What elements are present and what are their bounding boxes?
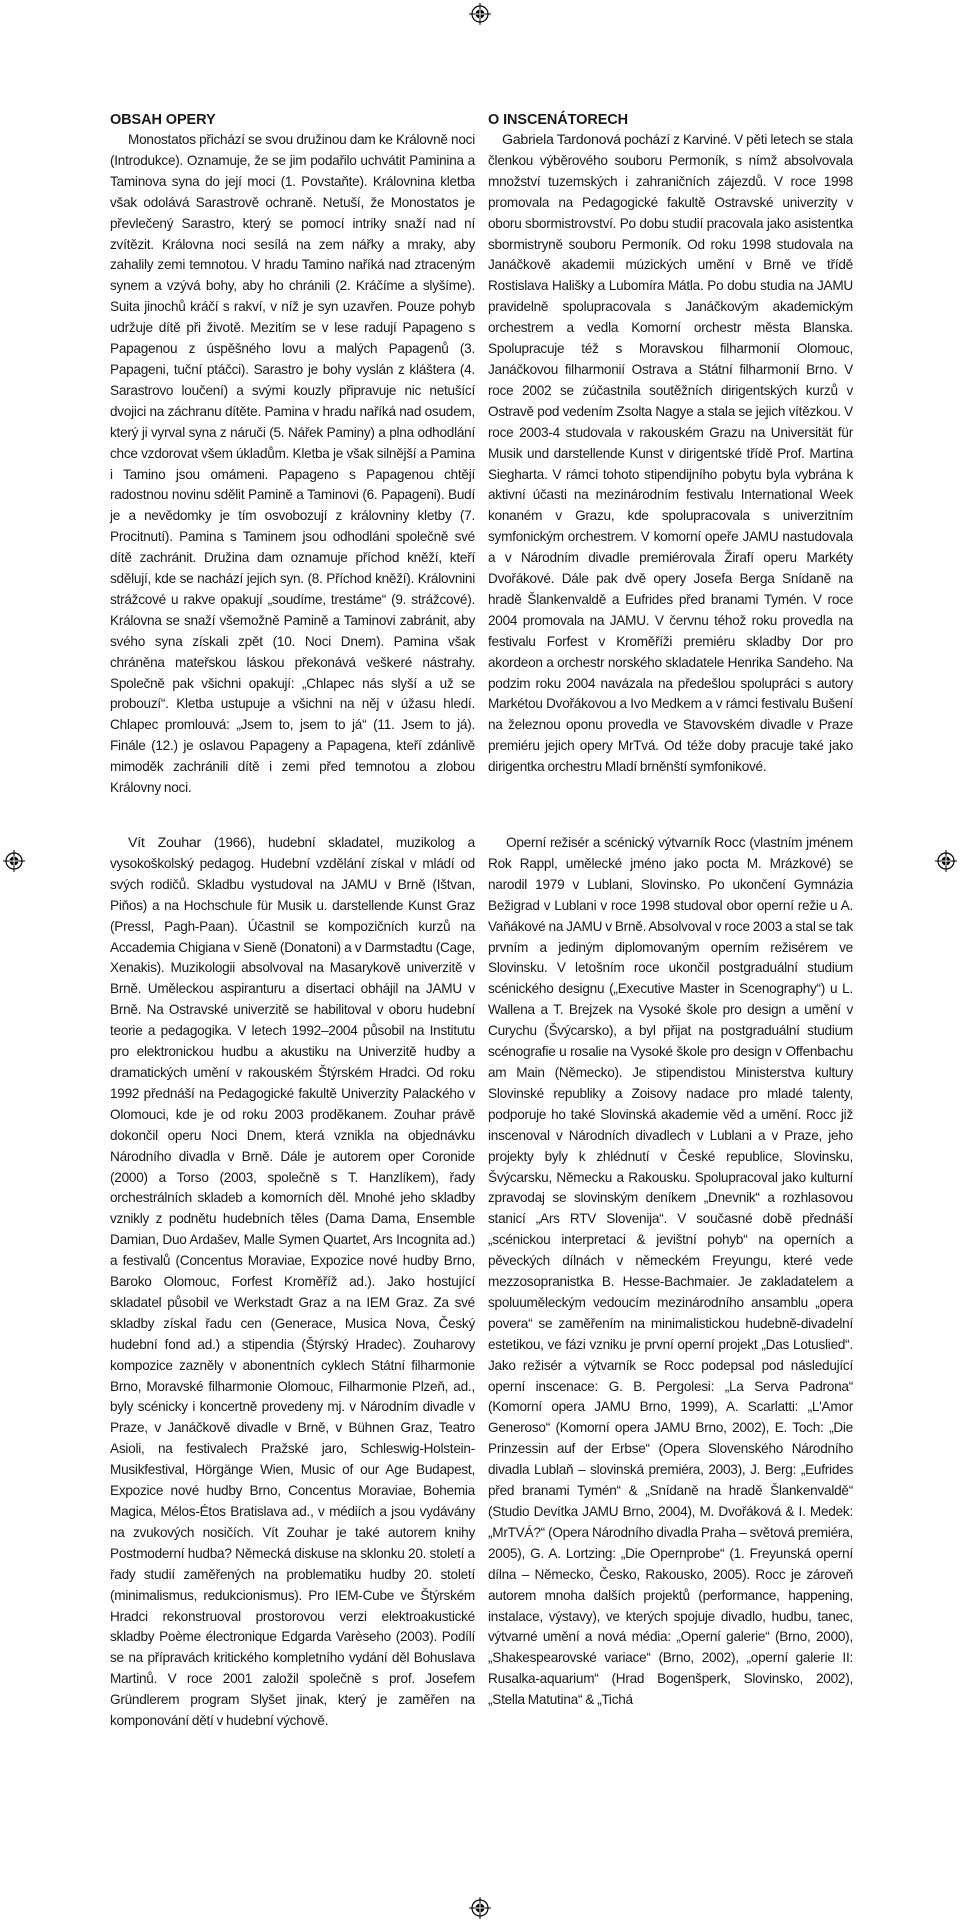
registration-mark-icon xyxy=(3,850,25,872)
registration-mark-icon xyxy=(469,1897,491,1919)
tardonova-bio-text: pochází z Karviné. V pěti letech se stala členkou výběrového souboru Permoník, s nímž absolvovala množství tuzemských i zahraničních zájezdů. V roce 1998 promovala na Pedagogické fakultě Ostravské univerzity v oboru sbormistrovství. Po dobu studií pracovala jako asistentka sbormistryně souboru Permoník. Od roku 1998 studovala na Janáčkově akademii múzických umění v Brně ve třídě Rostislava Hališky a Lubomíra Mátla. Po dobu studia na JAMU pravidelně spolupracovala s Janáčkovým akademickým orchestrem a vedla Komorní orchestr města Blanska. Spolupracuje též s Moravskou filharmonií Olomouc, Janáčkovou filharmonií Ostrava a Státní filharmonií Brno. V roce 2002 se zúčastnila soutěžních dirigentských kurzů v Ostravě pod vedením Zsolta Nagye a stala se jejich vítězkou. V roce 2003-4 studovala v rakouském Grazu na Universität für Musik und darstellende Kunst v dirigentské třídě Prof. Martina Siegharta. V rámci tohoto stipendijního pobytu byla vybrána k aktivní účasti na mezinárodním festivalu International Week konaném v Grazu, kde spolupracovala s univerzitním symfonickým orchestrem. V komorní opeře JAMU nastudovala a v Národním divadle premiérovala Žirafí operu Markéty Dvořákové. Dále pak dvě opery Josefa Berga Snídaně na hradě Šlankenvaldě a Eufrides před branami Tymén. V roce 2004 promovala na JAMU. V červnu téhož roku provedla na festivalu Forfest v Kroměříži premiéru skladby Dor pro akordeon a orchestr norského skladatele Henrika Sandeho. Na podzim roku 2004 navázala na předešlou spolupráci s autory Markétou Dvořákovou a Ivo Medkem a v rámci festivalu Bušení na železnou oponu provedla ve Stavovském divadle v Praze premiéru jejich opery MrTvá. Od téže doby pracuje také jako dirigentka orchestru Mladí brněnští symfonikové. xyxy=(488,132,853,775)
opera-synopsis-section xyxy=(110,111,475,799)
tardonova-bio xyxy=(488,130,853,778)
zouhar-bio xyxy=(110,833,475,1732)
rocc-bio-lead: Operní režisér a scénický výtvarník xyxy=(506,835,715,850)
opera-synopsis-text: Monostatos přichází se svou družinou dam ke Královně noci (Introdukce). Oznamuje, že se jim podařilo uchvátit Paminina a Taminova syna do její moci (1. Povstaňte). Královnina kletba však odolává Sarastrově ochraně. Netuší, že Monostatos je převlečený Sarastro, který se pomocí intriky snaží nad ní zvítězit. Královna noci sesílá na zem nářky a mraky, aby zahalily zemi temnotou. V hradu Tamino naříká nad ztraceným synem a vzývá bohy, aby ho chránili (2. Kráčíme a slyšíme). Suita jinochů kráčí s rakví, v níž je syn uzavřen. Pouze pohyb udržuje dítě při životě. Mezitím se v lese radují Papageno s Papagenou z úspěšného lovu a malých Papagenů (3. Papageni, tuční ptáčci). Sarastro je bohy vyslán z kláštera (4. Sarastrovo loučení) a svými kouzly připravuje nic netušící dvojici na záchranu dítěte. Pamina v hradu naříká nad osudem, který ji vyrval syna z náruči (5. Nářek Paminy) a plna odhodlání chce vzdorovat všem úkladům. Kletba je však silnější a Pamina i Tamino jsou omámeni. Papageno s Papagenou chtějí radostnou novinu sdělit Pamině a Taminovi (6. Papageni). Budí je a nevědomky je tím osvobozují z královniny kletby (7. Procitnutí). Pamina s Taminem jsou odhodláni společně své dítě zachránit. Družina dam oznamuje příchod kněží, kteří sdělují, kde se nachází jejich syn. (8. Příchod kněží). Královnini strážcové u rakve opakují „soudíme, trestáme“ (9. strážcové). Královna se snaží všemožně Pamině a Taminovi zabránit, aby svého syna získali zpět (10. Noci Dnem). Pamina však chráněna mateřskou láskou překonává veškeré nástrahy. Společně pak všichni opakují: „Chlapec nás slyší a už se probouzí“. Kletba ustupuje a všichni na něj v úžasu hledí. Chlapec promlouvá: „Jsem to, jsem to já“ (11. Jsem to já). Finále (12.) je oslavou Papageny a Papagena, kteří zdánlivě mimoděk zachránili dítě i zemi před temnotou a zlobou Královny noci. xyxy=(110,132,475,796)
rocc-bio xyxy=(488,833,853,1711)
rocc-section xyxy=(488,833,853,1711)
zouhar-name: Vít Zouhar xyxy=(128,835,202,851)
rocc-name: Rocc xyxy=(714,835,746,851)
rocc-bio-text: (vlastním jménem Rok Rappl, umělecké jméno jako pocta M. Mrázkové) se narodil 1979 v Lublani, Slovinsko. Po ukončení Gymnázia Bežigrad v Lublani v roce 1998 studoval obor operní režie u A. Vaňákové na JAMU v Brně. Absolvoval v roce 2003 a stal se tak prvním a jediným diplomovaným operním režisérem ve Slovinsku. V letošním roce ukončil postgraduální studium scénického designu („Executive Master in Scenography“) u L. Wallena a T. Brejzek na Vysoké škole pro design a umění v Curychu (Švýcarsko), a byl přijat na postgraduální studium scénografie u rosalie na Vysoké škole pro design v Offenbachu am Main (Německo). Je stipendistou Ministerstva kultury Slovinské republiky a Zoisovy nadace pro mladé talenty, podporuje ho také Slovinská akademie věd a umění. Rocc již inscenoval v Národních divadlech v Lublani a v Praze, jeho projekty byly k zhlédnutí v České republice, Slovinsku, Švýcarsku, Německu a Rakousku. Spolupracoval jako kulturní zpravodaj se slovinským deníkem „Dnevnik“ a rozhlasovou stanicí „Ars RTV Slovenija“. V současné době přednáší „scénickou interpretaci & jevištní pohyb“ na operních a pěveckých dílnách v německém Freyungu, které vede mezzosopranistka B. Hesse-Bachmaier. Je zakladatelem a spoluuměleckým vedoucím mezinárodního ansamblu „opera povera“ se zaměřením na minimalistickou hudebně-divadelní estetikou, ve fázi vzniku je první operní projekt „Das Lotuslied“. Jako režisér a výtvarník se Rocc podepsal pod následující operní inscenace: G. B. Pergolesi: „La Serva Padrona“ (Komorní opera JAMU Brno, 1999), A. Scarlatti: „L'Amor Generoso“ (Komorní opera JAMU Brno, 2002), E. Toch: „Die Prinzessin auf der Erbse“ (Opera Slovenského Národního divadla Lublaň – slovinská premiéra, 2003), J. Berg: „Eufrides před branami Tymén“ & „Snídaně na hradě Šlankenvaldě“ (Studio Devítka JAMU Brno, 2004), M. Dvořáková & I. Medek: „MrTVÁ?“ (Opera Národního divadla Praha – světová premiéra, 2005), G. A. Lortzing: „Die Opernprobe“ (1. Freyunská operní dílna – Německo, Česko, Rakousko, 2005). Rocc je zároveň autorem mnoha dalších projektů (performance, happening, instalace, výstavy), ve kterých spojuje divadlo, hudbu, tanec, výtvarné umění a nová média: „Operní galerie“ (Brno, 2000), „Shakespearovské variace“ (Brno, 2002), „operní galerie II: Rusalka-aquarium“ (Hrad Bogenšperk, Slovinsko, 2002), „Stella Matutina“ & „Tichá xyxy=(488,835,853,1708)
creators-section xyxy=(488,111,853,778)
registration-mark-icon xyxy=(935,850,957,872)
opera-synopsis-heading: OBSAH OPERY xyxy=(110,112,216,128)
registration-mark-icon xyxy=(469,3,491,25)
creators-heading: O INSCENÁTORECH xyxy=(488,112,629,128)
zouhar-bio-text: (1966), hudební skladatel, muzikolog a vysokoškolský pedagog. Hudební vzdělání získal v mládí od svých rodičů. Skladbu vystudoval na JAMU v Brně (Ištvan, Piňos) a na Hochschule für Musik u. darstellende Kunst Graz (Pressl, Pagh-Paan). Účastnil se kompozičních kurzů na Accademia Chigiana v Sieně (Donatoni) a v Darmstadtu (Cage, Xenakis). Muzikologii absolvoval na Masarykově univerzitě v Brně. Uměleckou aspiranturu a disertaci obhájil na JAMU v Brně. Na Ostravské univerzitě se habilitoval v oboru hudební teorie a pedagogika. V letech 1992–2004 působil na Institutu pro elektronickou hudbu a akustiku na Univerzitě hudby a dramatických umění v rakouském Štýrském Hradci. Od roku 1992 přednáší na Pedagogické fakultě Univerzity Palackého v Olomouci, kde je od roku 2003 proděkanem. Zouhar právě dokončil operu Noci Dnem, která vznikla na objednávku Národního divadla v Brně. Dále je autorem oper Coronide (2000) a Torso (2003, společně s T. Hanzlíkem), řady orchestrálních skladeb a komorních děl. Mnohé jeho skladby vznikly z podnětu hudebních těles (Dama Dama, Ensemble Damian, Duo Ardašev, Malle Symen Quartet, Ars Incognita ad.) a festivalů (Concentus Moraviae, Expozice nové hudby Brno, Baroko Olomouc, Forfest Kroměříž ad.). Jako hostující skladatel působil ve Werkstadt Graz a na IEM Graz. Za své skladby získal řadu cen (Generace, Musica Nova, Český hudební fond ad.) a stipendia (Štýrský Hradec). Zouharovy kompozice zazněly v abonentních cyklech Státní filharmonie Brno, Moravské filharmonie Olomouc, Filharmonie Plzeň, ad., byly scénicky i koncertně provedeny mj. v Národním divadle v Praze, v Janáčkově divadle v Brně, v Bühnen Graz, Teatro Asioli, na festivalech Pražské jaro, Schleswig-Holstein-Musikfestival, Hörgänge Wien, Music of our Age Budapest, Expozice nové hudby Brno, Concentus Moraviae, Bohemia Magica, Mélos-Étos Bratislava ad., v médiích a jsou vydávány na zvukových nosičích. Vít Zouhar je také autorem knihy Postmoderní hudba? Německá diskuse na sklonku 20. století a řady studií zaměřených na problematiku hudby 20. století (minimalismus, redukcionismus). Pro IEM-Cube ve Štýrském Hradci rekonstruoval prostorovou verzi elektroakustické skladby Poème électronique Edgarda Varèseho (2003). Podílí se na přípravách kritického kompletního vydání děl Bohuslava Martinů. V roce 2001 založil společně s prof. Josefem Gründlerem program Slyšet jinak, který je zaměřen na komponování dětí v hudební výchově. xyxy=(110,835,475,1729)
tardonova-name: Gabriela Tardonová xyxy=(502,132,621,148)
zouhar-section xyxy=(110,833,475,1732)
